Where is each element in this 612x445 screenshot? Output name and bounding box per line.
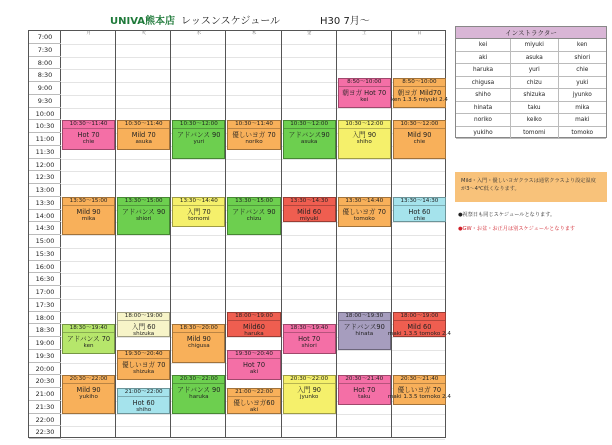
instructor-table-title: インストラクター <box>456 27 606 39</box>
class-instructor: noriko <box>245 139 263 146</box>
holiday-note: ●祝祭日も同じスケジュールとなります。 <box>458 212 556 218</box>
class-block[interactable] <box>62 375 115 413</box>
class-time: 13:30～14:30 <box>284 198 335 206</box>
class-time: 20:30～21:40 <box>394 376 445 384</box>
time-slot-label: 11:30 <box>29 146 61 159</box>
class-name: アドバンス90 <box>288 131 330 140</box>
instructor-list <box>456 39 606 139</box>
time-slot-label: 20:30 <box>29 375 61 388</box>
class-name: 入門 70 <box>187 207 211 216</box>
class-block[interactable] <box>62 197 115 235</box>
class-instructor: taku <box>358 394 371 401</box>
time-slot-label: 16:00 <box>29 261 61 274</box>
time-slot-label: 15:00 <box>29 235 61 248</box>
class-name: Hot 60 <box>132 399 155 407</box>
time-slot-label: 14:00 <box>29 210 61 223</box>
instructor-name: shiori <box>559 52 607 65</box>
class-name: 入門 90 <box>297 386 321 395</box>
time-slot-label: 12:00 <box>29 159 61 172</box>
time-slot-label: 17:30 <box>29 299 61 312</box>
class-instructor: jyunko <box>299 394 319 401</box>
class-time: 20:30～22:00 <box>173 376 224 384</box>
class-block[interactable] <box>283 197 336 223</box>
class-time: 10:30～12:00 <box>394 121 445 129</box>
instructor-name: noriko <box>456 114 511 127</box>
class-block[interactable] <box>338 120 391 158</box>
class-name: Hot 70 <box>353 386 376 395</box>
class-block[interactable] <box>227 350 280 380</box>
class-time: 10:30～11:40 <box>118 121 169 129</box>
class-instructor: ken 1.3.5 miyuki 2.4 <box>390 96 448 103</box>
class-block[interactable] <box>172 120 225 158</box>
time-slot-label: 9:00 <box>29 82 61 95</box>
class-time: 19:30～20:40 <box>228 351 279 359</box>
class-block[interactable] <box>338 78 391 108</box>
class-time: 10:30～12:00 <box>173 121 224 129</box>
time-slot-label: 19:00 <box>29 337 61 350</box>
class-instructor: ken <box>83 343 94 350</box>
instructor-name: tomomi <box>511 127 559 140</box>
instructor-name: asuka <box>511 52 559 65</box>
class-instructor: yuri <box>193 139 205 146</box>
day-header: 月 <box>86 31 91 36</box>
class-time: 10:30～12:00 <box>339 121 390 129</box>
time-slot-label: 12:30 <box>29 171 61 184</box>
class-name: Mild 90 <box>76 207 101 216</box>
class-name: 優しいヨガ 70 <box>397 386 442 395</box>
class-time: 21:00～22:00 <box>228 389 279 397</box>
class-instructor: asuka <box>300 139 318 146</box>
class-block[interactable] <box>283 324 336 354</box>
instructor-name: kei <box>456 39 511 52</box>
class-block[interactable] <box>62 324 115 354</box>
class-block[interactable] <box>387 375 451 405</box>
schedule-label: レッスンスケジュール <box>181 16 281 27</box>
class-block[interactable] <box>387 312 451 338</box>
class-name: Mild 90 <box>76 386 101 395</box>
instructor-name: hinata <box>456 102 511 115</box>
time-slot-label: 18:00 <box>29 312 61 325</box>
day-header: 火 <box>141 31 146 36</box>
instructor-name: shizuka <box>511 89 559 102</box>
class-name: アドバンス 90 <box>232 207 276 216</box>
studio-name: UNIVA熊本店 <box>110 16 176 27</box>
day-header: 土 <box>362 31 367 36</box>
class-time: 8:50～10:00 <box>394 79 445 87</box>
instructor-name: miyuki <box>511 39 559 52</box>
class-instructor: hinata <box>355 330 374 337</box>
class-time: 13:30～15:00 <box>228 198 279 206</box>
class-instructor: chie <box>413 215 426 222</box>
time-slot-label: 8:30 <box>29 69 61 82</box>
class-instructor: shiori <box>136 215 152 222</box>
time-slot-label: 15:30 <box>29 248 61 261</box>
class-name: 優しいヨガ 70 <box>121 360 166 369</box>
class-time: 10:30～11:40 <box>228 121 279 129</box>
class-block[interactable] <box>283 120 336 158</box>
class-time: 18:00～19:00 <box>228 313 279 321</box>
class-instructor: yukiho <box>79 394 98 401</box>
time-slot-label: 19:30 <box>29 350 61 363</box>
instructor-name: jyunko <box>559 89 607 102</box>
class-name: アドバンス 90 <box>122 207 166 216</box>
class-name: アドバンス 90 <box>177 386 221 395</box>
instructor-name: haruka <box>456 64 511 77</box>
instructor-name: keiko <box>511 114 559 127</box>
class-time: 18:30～19:40 <box>284 325 335 333</box>
class-time: 13:30～14:40 <box>173 198 224 206</box>
time-slot-label: 11:00 <box>29 133 61 146</box>
class-name: 優しいヨガ 70 <box>342 207 386 216</box>
class-instructor: maki 1.3.5 tomoko 2.4 <box>387 394 451 401</box>
time-slot-label: 7:00 <box>29 31 61 44</box>
time-column <box>29 31 61 437</box>
class-time: 20:30～22:00 <box>284 376 335 384</box>
class-block[interactable] <box>227 388 280 414</box>
effective-month: H30 7月～ <box>320 16 370 27</box>
class-block[interactable] <box>283 375 336 413</box>
day-header: 水 <box>196 31 202 36</box>
time-slot-label: 17:00 <box>29 286 61 299</box>
class-block[interactable] <box>338 375 391 405</box>
class-name: 朝ヨガ Mild70 <box>397 88 442 97</box>
class-instructor: chie <box>413 139 426 146</box>
class-instructor: shiho <box>136 407 152 413</box>
class-instructor: tomoko <box>353 215 375 222</box>
class-time: 13:30～15:00 <box>63 198 114 206</box>
class-name: 優しいヨガ60 <box>233 399 275 407</box>
time-slot-label: 7:30 <box>29 44 61 57</box>
time-slot-label: 13:30 <box>29 197 61 210</box>
instructor-name: shiho <box>456 89 511 102</box>
instructor-table <box>455 26 607 138</box>
class-name: アドバンス90 <box>343 322 385 331</box>
instructor-name: yukiho <box>456 127 511 140</box>
class-block[interactable] <box>390 78 448 108</box>
class-instructor: haruka <box>244 330 264 337</box>
class-time: 13:30～14:40 <box>339 198 390 206</box>
class-instructor: shiho <box>356 139 372 146</box>
instructor-name: mika <box>559 102 607 115</box>
instructor-name: aki <box>456 52 511 65</box>
time-slot-label: 14:30 <box>29 222 61 235</box>
time-slot-label: 10:00 <box>29 108 61 121</box>
class-block[interactable] <box>393 197 446 223</box>
class-time: 19:30～20:40 <box>118 351 169 359</box>
instructor-name: chie <box>559 64 607 77</box>
schedule-title <box>110 12 370 26</box>
time-slot-label: 18:30 <box>29 324 61 337</box>
class-instructor: maki 1.3.5 tomoko 2.4 <box>387 330 451 337</box>
class-instructor: chie <box>82 139 95 146</box>
class-name: アドバンス 70 <box>67 335 111 344</box>
class-block[interactable] <box>172 197 225 227</box>
class-block[interactable] <box>338 312 391 350</box>
class-time: 18:00～19:00 <box>394 313 445 321</box>
season-note: ●GW・お盆・お正月は別スケジュールとなります <box>458 226 576 232</box>
class-instructor: tomomi <box>188 215 210 222</box>
class-name: Mild 60 <box>297 207 322 216</box>
class-block[interactable] <box>338 197 391 227</box>
class-name: Mild60 <box>243 322 265 331</box>
class-block[interactable] <box>117 312 170 338</box>
class-block[interactable] <box>227 197 280 235</box>
class-instructor: shiori <box>301 343 317 350</box>
class-time: 21:00～22:00 <box>118 389 169 397</box>
class-instructor: miyuki <box>299 215 319 222</box>
day-header: 金 <box>306 31 312 36</box>
instructor-name: chigusa <box>456 77 511 90</box>
class-name: Mild 90 <box>186 335 211 344</box>
class-name: 朝ヨガ Hot 70 <box>342 88 387 97</box>
class-time: 18:30～19:40 <box>63 325 114 333</box>
class-block[interactable] <box>227 120 280 150</box>
instructor-name: yuri <box>511 64 559 77</box>
day-header: 木 <box>251 31 257 36</box>
class-instructor: aki <box>249 368 259 375</box>
class-time: 8:50～10:00 <box>339 79 390 87</box>
class-time: 18:00～19:00 <box>118 313 169 321</box>
class-block[interactable] <box>172 375 225 413</box>
class-instructor: aki <box>249 407 259 413</box>
class-time: 18:00～19:30 <box>339 313 390 321</box>
instructor-name: maki <box>559 114 607 127</box>
class-instructor: asuka <box>135 139 152 146</box>
class-name: Hot 70 <box>298 335 321 344</box>
class-block[interactable] <box>393 120 446 158</box>
class-block[interactable] <box>117 197 170 235</box>
instructor-name: taku <box>511 102 559 115</box>
time-slot-label: 8:00 <box>29 57 61 70</box>
class-instructor: haruka <box>189 394 209 401</box>
class-instructor: kei <box>360 96 369 103</box>
class-name: Mild 60 <box>407 322 432 331</box>
class-block[interactable] <box>227 312 280 338</box>
class-time: 13:30～14:30 <box>394 198 445 206</box>
class-name: Mild 70 <box>131 131 156 140</box>
class-instructor: shizuka <box>133 330 155 337</box>
day-header: 日 <box>417 31 422 36</box>
time-slot-label: 20:00 <box>29 363 61 376</box>
time-slot-label: 10:30 <box>29 120 61 133</box>
class-time: 20:30～21:40 <box>339 376 390 384</box>
time-slot-label: 22:00 <box>29 414 61 427</box>
class-name: 入門 60 <box>131 322 156 331</box>
class-time: 10:30～11:40 <box>63 121 114 129</box>
class-instructor: chigusa <box>188 343 210 350</box>
class-time: 10:30～12:00 <box>284 121 335 129</box>
class-name: Mild 90 <box>407 131 432 140</box>
class-block[interactable] <box>117 120 170 150</box>
class-block[interactable] <box>172 324 225 362</box>
class-block[interactable] <box>117 350 170 380</box>
time-slot-label: 22:30 <box>29 426 61 439</box>
time-slot-label: 21:30 <box>29 401 61 414</box>
time-slot-label: 9:30 <box>29 95 61 108</box>
class-name: 優しいヨガ 70 <box>232 131 276 140</box>
instructor-name: ken <box>559 39 607 52</box>
class-instructor: mika <box>81 215 96 222</box>
schedule-grid <box>28 30 451 438</box>
instructor-name: yuki <box>559 77 607 90</box>
class-time: 13:30～15:00 <box>118 198 169 206</box>
class-time: 18:30～20:00 <box>173 325 224 333</box>
class-name: アドバンス 90 <box>177 131 221 140</box>
time-slot-label: 13:00 <box>29 184 61 197</box>
class-name: Hot 60 <box>408 207 431 216</box>
class-name: 入門 90 <box>352 131 377 140</box>
class-block[interactable] <box>62 120 115 150</box>
class-name: Hot 70 <box>77 131 100 140</box>
class-name: Hot 70 <box>242 360 266 369</box>
time-slot-label: 16:30 <box>29 273 61 286</box>
class-instructor: chizu <box>246 215 262 222</box>
temperature-note: Mild・入門・優しいヨガクラスは通常クラスより設定温度が3～4℃低くなります。 <box>455 172 607 202</box>
instructor-name: tomoko <box>559 127 607 140</box>
time-slot-label: 21:00 <box>29 388 61 401</box>
grid-line <box>61 439 445 440</box>
instructor-name: chizu <box>511 77 559 90</box>
class-instructor: shizuka <box>133 368 155 375</box>
class-block[interactable] <box>117 388 170 414</box>
class-time: 20:30～22:00 <box>63 376 114 384</box>
